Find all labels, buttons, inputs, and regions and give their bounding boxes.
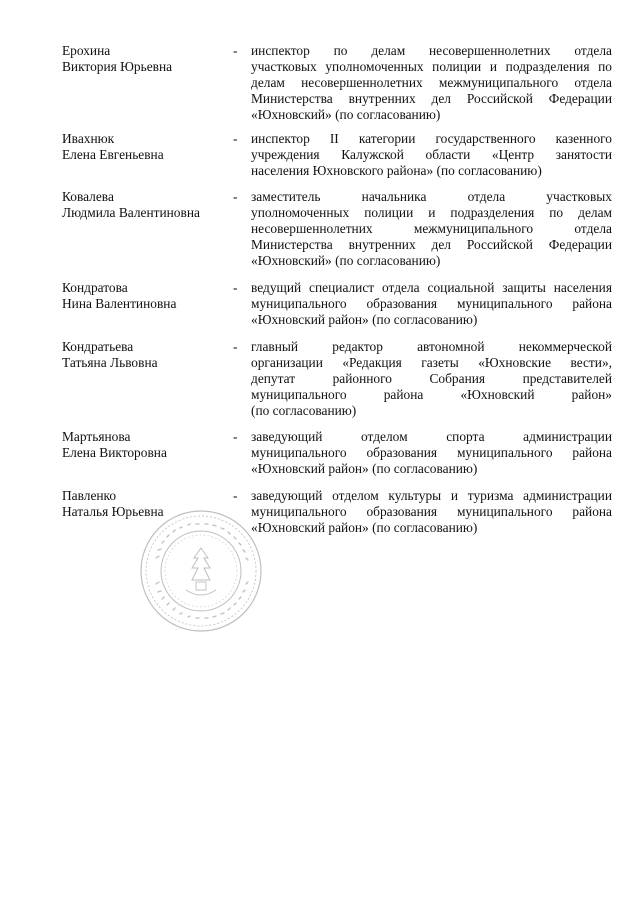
member-name xyxy=(62,339,230,371)
member-given-names: Нина Валентиновна xyxy=(62,296,177,311)
member-name xyxy=(62,43,230,75)
member-position xyxy=(251,189,612,269)
member-surname: Павленко xyxy=(62,488,117,503)
member-name xyxy=(62,280,230,312)
member-name xyxy=(62,429,230,461)
position-line: заведующий отделом спорта администрации xyxy=(251,429,612,444)
member-position xyxy=(251,339,612,419)
position-line: муниципального образования муниципального района xyxy=(251,504,612,519)
position-line: «Юхновский» (по согласованию) xyxy=(251,107,441,122)
member-given-names: Елена Викторовна xyxy=(62,445,167,460)
position-line: учреждения Калужской области «Центр занятости xyxy=(251,147,612,162)
member-position xyxy=(251,488,612,536)
member-name xyxy=(62,189,230,221)
member-name xyxy=(62,131,230,163)
member-surname: Ковалева xyxy=(62,189,114,204)
position-line: ведущий специалист отдела социальной защиты населения xyxy=(251,280,612,295)
seal-inner-dots xyxy=(165,535,237,607)
position-line: инспектор II категории государственного казенного xyxy=(251,131,612,146)
member-position xyxy=(251,131,612,179)
position-line: заведующий отделом культуры и туризма администрации xyxy=(251,488,612,503)
member-surname: Кондратьева xyxy=(62,339,134,354)
position-line: муниципального образования муниципального района xyxy=(251,445,612,460)
position-line: «Юхновский район» (по согласованию) xyxy=(251,461,478,476)
dash-separator: - xyxy=(233,189,238,204)
dash-separator: - xyxy=(233,43,238,58)
position-line: организации «Редакция газеты «Юхновские вести», xyxy=(251,355,612,370)
position-line: участковых уполномоченных полиции и подразделения по xyxy=(251,59,612,74)
position-line: заместитель начальника отдела участковых xyxy=(251,189,612,204)
member-given-names: Татьяна Львовна xyxy=(62,355,158,370)
member-position xyxy=(251,429,612,477)
position-line: уполномоченных полиции и подразделения по делам xyxy=(251,205,612,220)
position-line: «Юхновский район» (по согласованию) xyxy=(251,312,478,327)
seal-ring-lettering-marks xyxy=(156,524,248,618)
seal-outer-ring xyxy=(141,511,261,631)
position-line: главный редактор автономной некоммерческой xyxy=(251,339,612,354)
dash-separator: - xyxy=(233,280,238,295)
position-line: муниципального образования муниципального района xyxy=(251,296,612,311)
member-surname: Мартьянова xyxy=(62,429,131,444)
dash-separator: - xyxy=(233,339,238,354)
dash-separator: - xyxy=(233,131,238,146)
member-given-names: Наталья Юрьевна xyxy=(62,504,164,519)
member-position xyxy=(251,280,612,328)
member-given-names: Елена Евгеньевна xyxy=(62,147,164,162)
position-line: (по согласованию) xyxy=(251,403,357,418)
official-seal-stamp xyxy=(138,508,264,634)
seal-inner-ring xyxy=(161,531,241,611)
position-line: «Юхновский» (по согласованию) xyxy=(251,253,441,268)
position-line: делам несовершеннолетних межмуниципального отдела xyxy=(251,75,612,90)
seal-dotted-ring xyxy=(146,516,256,626)
position-line: населения Юхновского района» (по согласованию) xyxy=(251,163,542,178)
member-surname: Кондратова xyxy=(62,280,128,295)
position-line: Министерства внутренних дел Российской Федерации xyxy=(251,237,612,252)
member-given-names: Людмила Валентиновна xyxy=(62,205,200,220)
position-line: депутат районного Собрания представителей xyxy=(251,371,612,386)
position-line: «Юхновский район» (по согласованию) xyxy=(251,520,478,535)
member-position xyxy=(251,43,612,123)
position-line: Министерства внутренних дел Российской Федерации xyxy=(251,91,612,106)
position-line: несовершеннолетних межмуниципального отдела xyxy=(251,221,612,236)
position-line: инспектор по делам несовершеннолетних отдела xyxy=(251,43,612,58)
member-given-names: Виктория Юрьевна xyxy=(62,59,173,74)
member-surname: Ивахнюк xyxy=(62,131,115,146)
position-line: муниципального района «Юхновский район» xyxy=(251,387,612,402)
dash-separator: - xyxy=(233,429,238,444)
seal-emblem-icon xyxy=(186,548,216,595)
dash-separator: - xyxy=(233,488,238,503)
member-surname: Ерохина xyxy=(62,43,111,58)
